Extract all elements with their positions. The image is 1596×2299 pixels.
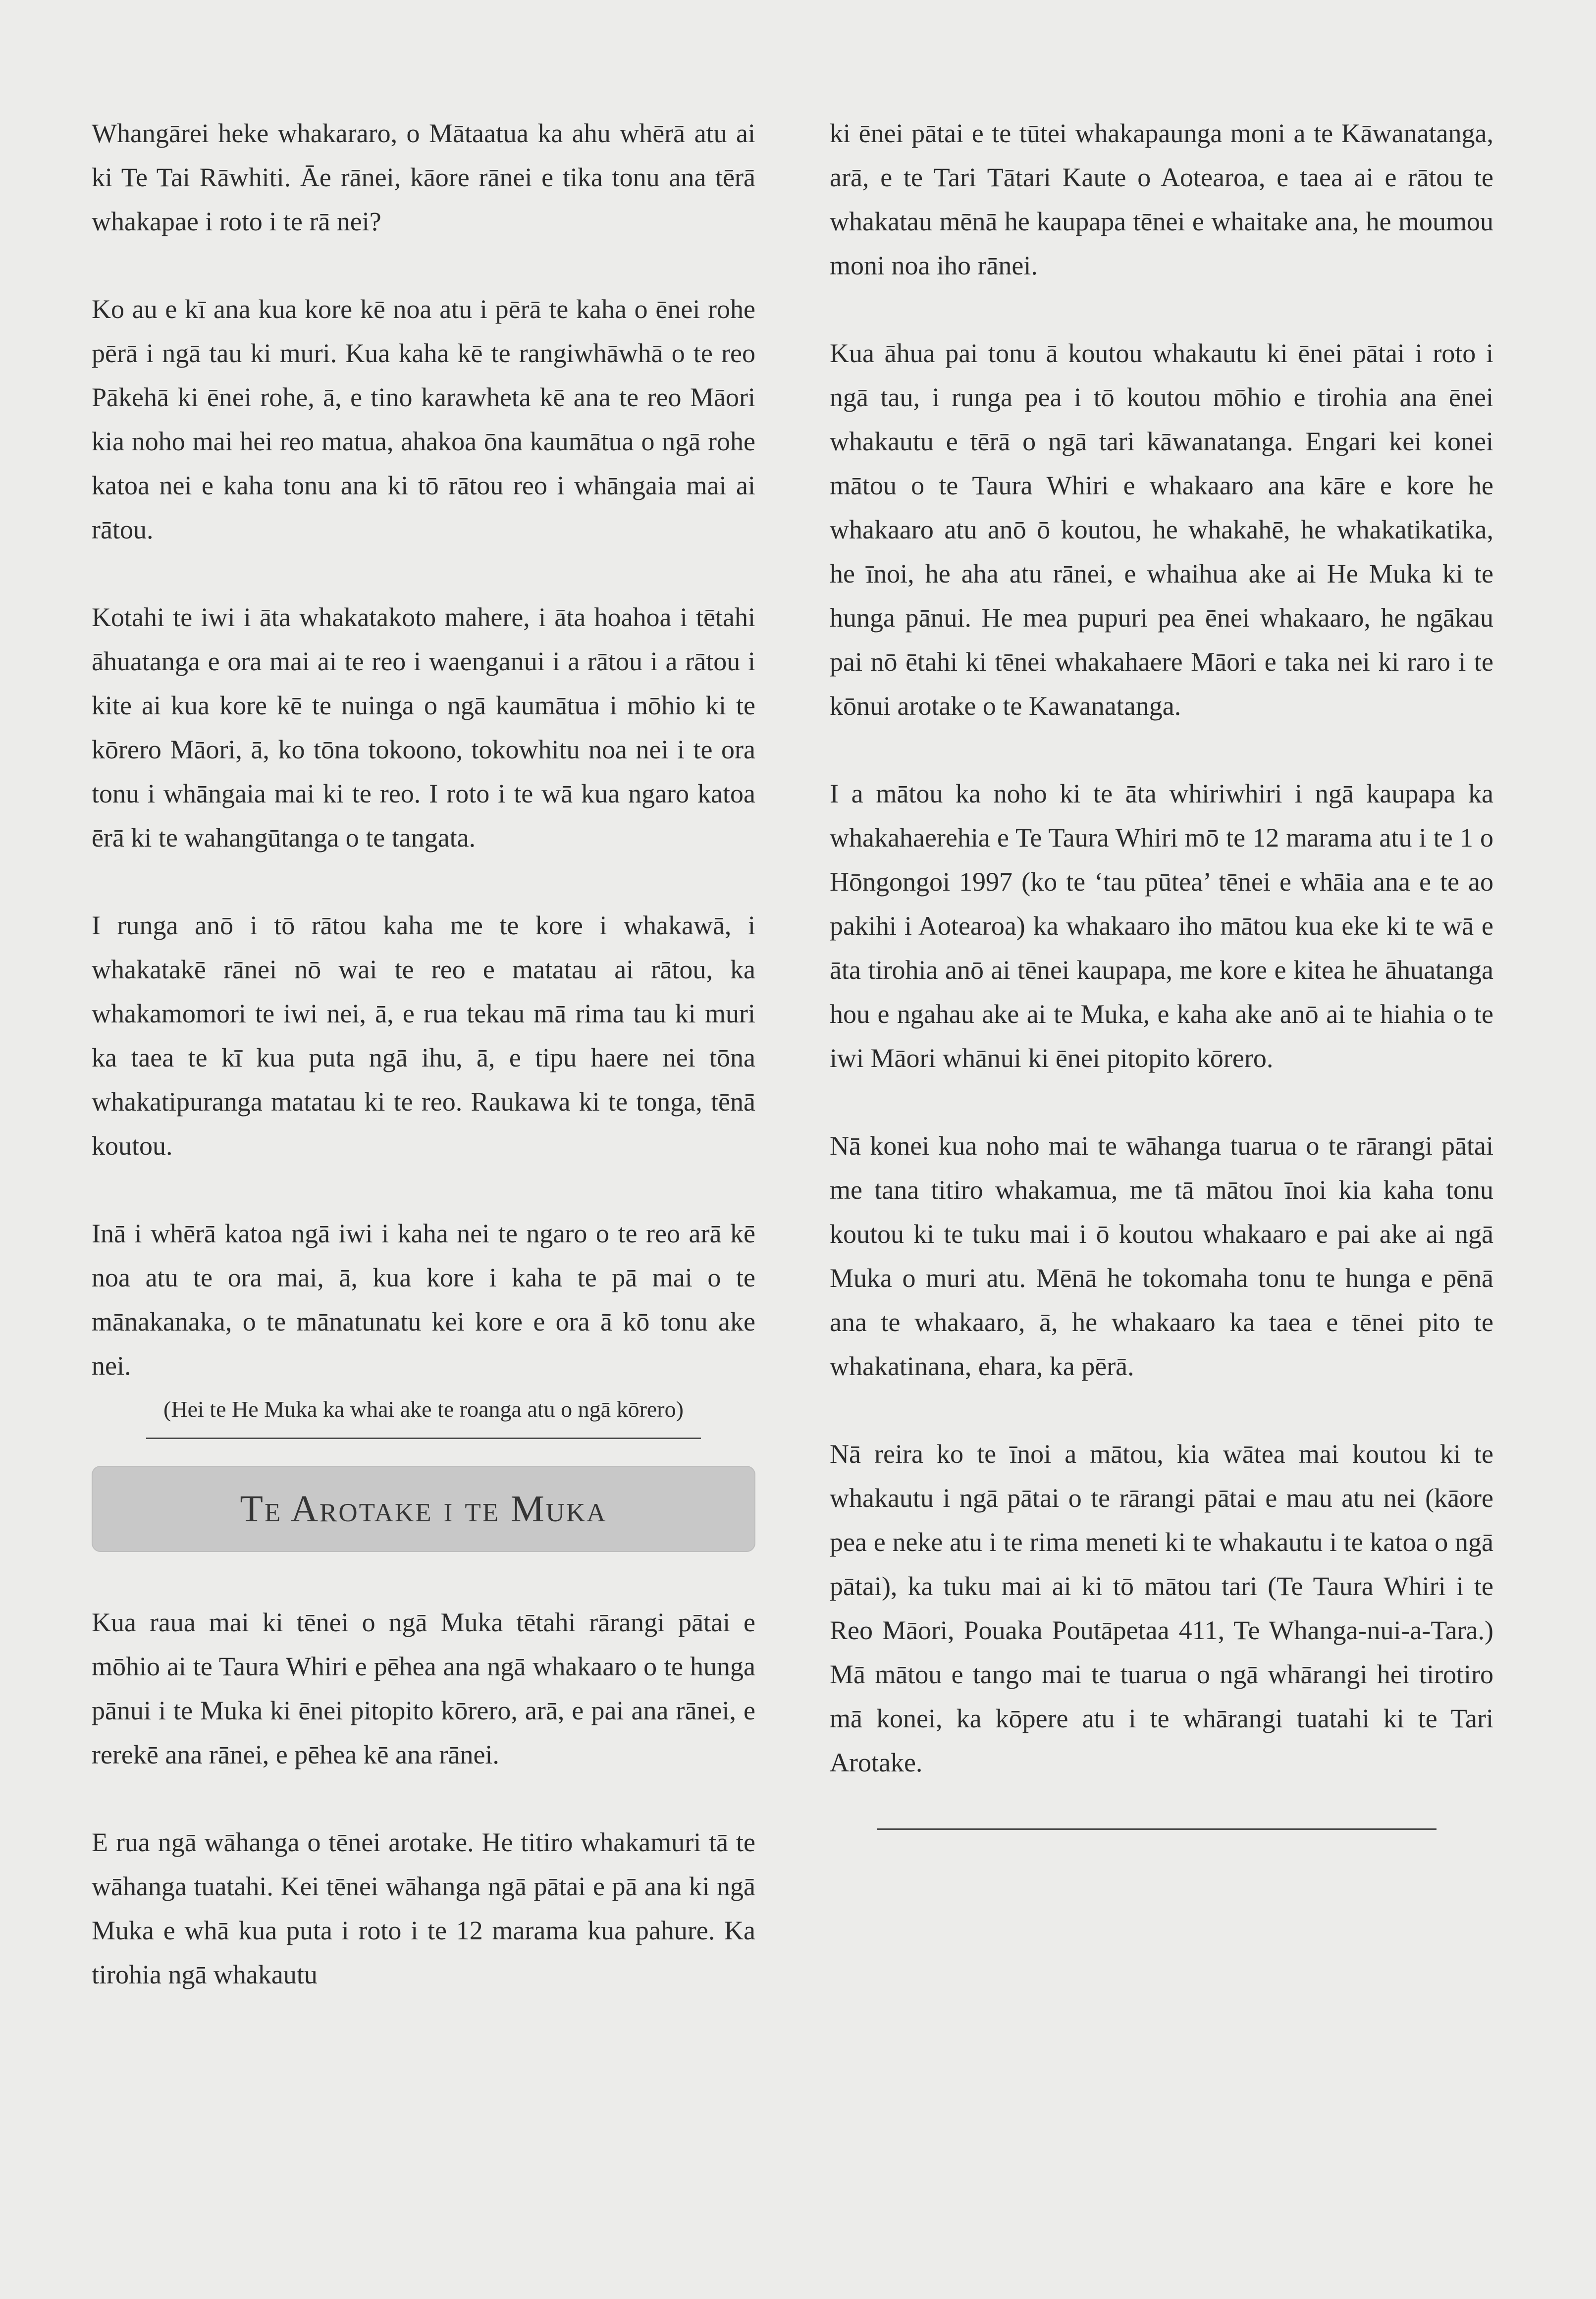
left-column [92, 111, 755, 2040]
section-heading: Te Arotake i te Muka [92, 1466, 755, 1552]
paragraph: Ko au e kī ana kua kore kē noa atu i pērā te kaha o ēnei rohe pērā i ngā tau ki muri. Kua kaha kē te rangiwhāwhā o te reo Pākehā ki ēnei rohe, ā, e tino karawheta kē ana te reo Māori kia noho mai hei reo matua, ahakoa ōna kaumātua o ngā rohe katoa nei e kaha tonu ana ki tō rātou reo i whāngaia mai ai rātou. [92, 294, 755, 544]
paragraph: Kua āhua pai tonu ā koutou whakautu ki ēnei pātai i roto i ngā tau, i runga pea i tō koutou mōhio e tirohia ana ēnei whakautu e tērā o ngā tari kāwanatanga. Engari kei konei mātou o te Taura Whiri e whakaaro ana kāre e kore he whakaaro atu anō ō koutou, he whakahē, he whakatikatika, he īnoi, he aha atu rānei, e whaihua ake ai He Muka ki te hunga pānui. He mea pupuri pea ēnei whakaaro, he ngākau pai nō ētahi ki tēnei whakahaere Māori e taka nei ki raro i te kōnui arotake o te Kawanatanga. [830, 338, 1493, 721]
right-column [830, 111, 1493, 1830]
divider-rule [146, 1438, 701, 1439]
paragraph: Nā reira ko te īnoi a mātou, kia wātea mai koutou ki te whakautu i ngā pātai o te rārangi pātai e mau atu nei (kāore pea e neke atu i te rima meneti ki te whakautu i te katoa o ngā pātai), ka tuku mai ai ki tō mātou tari (Te Taura Whiri i te Reo Māori, Pouaka Poutāpetaa 411, Te Whanga-nui-a-Tara.) Mā mātou e tango mai te tuarua o ngā whārangi hei tirotiro mā konei, ka kōpere atu i te whārangi tuatahi ki te Tari Arotake. [830, 1439, 1493, 1777]
paragraph: Nā konei kua noho mai te wāhanga tuarua o te rārangi pātai me tana titiro whakamua, me tā mātou īnoi kia kaha tonu koutou ki te tuku mai i ō koutou whakaaro e pai ake ai ngā Muka o muri atu. Mēnā he tokomaha tonu te hunga e pēnā ana te whakaaro, ā, he whakaaro ka taea e tēnei pito te whakatinana, ehara, ka pērā. [830, 1131, 1493, 1381]
paragraph: I runga anō i tō rātou kaha me te kore i whakawā, i whakatakē rānei nō wai te reo e matatau ai rātou, ka whakamomori te iwi nei, ā, e rua tekau mā rima tau ki muri ka taea te kī kua puta ngā ihu, ā, e tipu haere nei tōna whakatipuranga matatau ki te reo. Raukawa ki te tonga, tēnā koutou. [92, 910, 755, 1161]
paragraph: Kotahi te iwi i āta whakatakoto mahere, i āta hoahoa i tētahi āhuatanga e ora mai ai te reo i waenganui i a rātou i a rātou i kite ai kua kore kē te nuinga o ngā kaumātua i mōhio ki te kōrero Māori, ā, ko tōna tokoono, tokowhitu noa nei i te ora tonu i whāngaia mai ki te reo. I roto i te wā kua ngaro katoa ērā ki te wahangūtanga o te tangata. [92, 602, 755, 853]
paragraph: I a mātou ka noho ki te āta whiriwhiri i ngā kaupapa ka whakahaerehia e Te Taura Whiri mō te 12 marama atu i te 1 o Hōngongoi 1997 (ko te ‘tau pūtea’ tēnei e whāia ana e te ao pakihi i Aotearoa) ka whakaaro iho mātou kua eke ki te wā e āta tirohia anō ai tēnei kaupapa, me kore e kitea he āhuatanga hou e ngahau ake ai te Muka, e kaha ake anō ai te hiahia o te iwi Māori whānui ki ēnei pitopito kōrero. [830, 779, 1493, 1073]
paragraph: E rua ngā wāhanga o tēnei arotake. He titiro whakamuri tā te wāhanga tuatahi. Kei tēnei wāhanga ngā pātai e pā ana ki ngā Muka e whā kua puta i roto i te 12 marama kua pahure. Ka tirohia ngā whakautu [92, 1827, 755, 1989]
paragraph: Whangārei heke whakararo, o Mātaatua ka ahu whērā atu ai ki Te Tai Rāwhiti. Āe rānei, kāore rānei e tika tonu ana tērā whakapae i roto i te rā nei? [92, 118, 755, 236]
continuation-caption: (Hei te He Muka ka whai ake te roanga atu o ngā kōrero) [163, 1396, 684, 1422]
paragraph: Kua raua mai ki tēnei o ngā Muka tētahi rārangi pātai e mōhio ai te Taura Whiri e pēhea ana ngā whakaaro o te hunga pānui i te Muka ki ēnei pitopito kōrero, arā, e pai ana rānei, e rerekē ana rānei, e pēhea kē ana rānei. [92, 1607, 755, 1769]
paragraph: ki ēnei pātai e te tūtei whakapaunga moni a te Kāwanatanga, arā, e te Tari Tātari Kaute o Aotearoa, e taea ai e rātou te whakatau mēnā he kaupapa tēnei e whaitake ana, he moumou moni noa iho rānei. [830, 118, 1493, 280]
end-divider-rule [877, 1828, 1436, 1830]
paragraph: Inā i whērā katoa ngā iwi i kaha nei te ngaro o te reo arā kē noa atu te ora mai, ā, kua kore i kaha te pā mai o te mānakanaka, o te mānatunatu kei kore e ora ā kō tonu ake nei. [92, 1219, 755, 1381]
